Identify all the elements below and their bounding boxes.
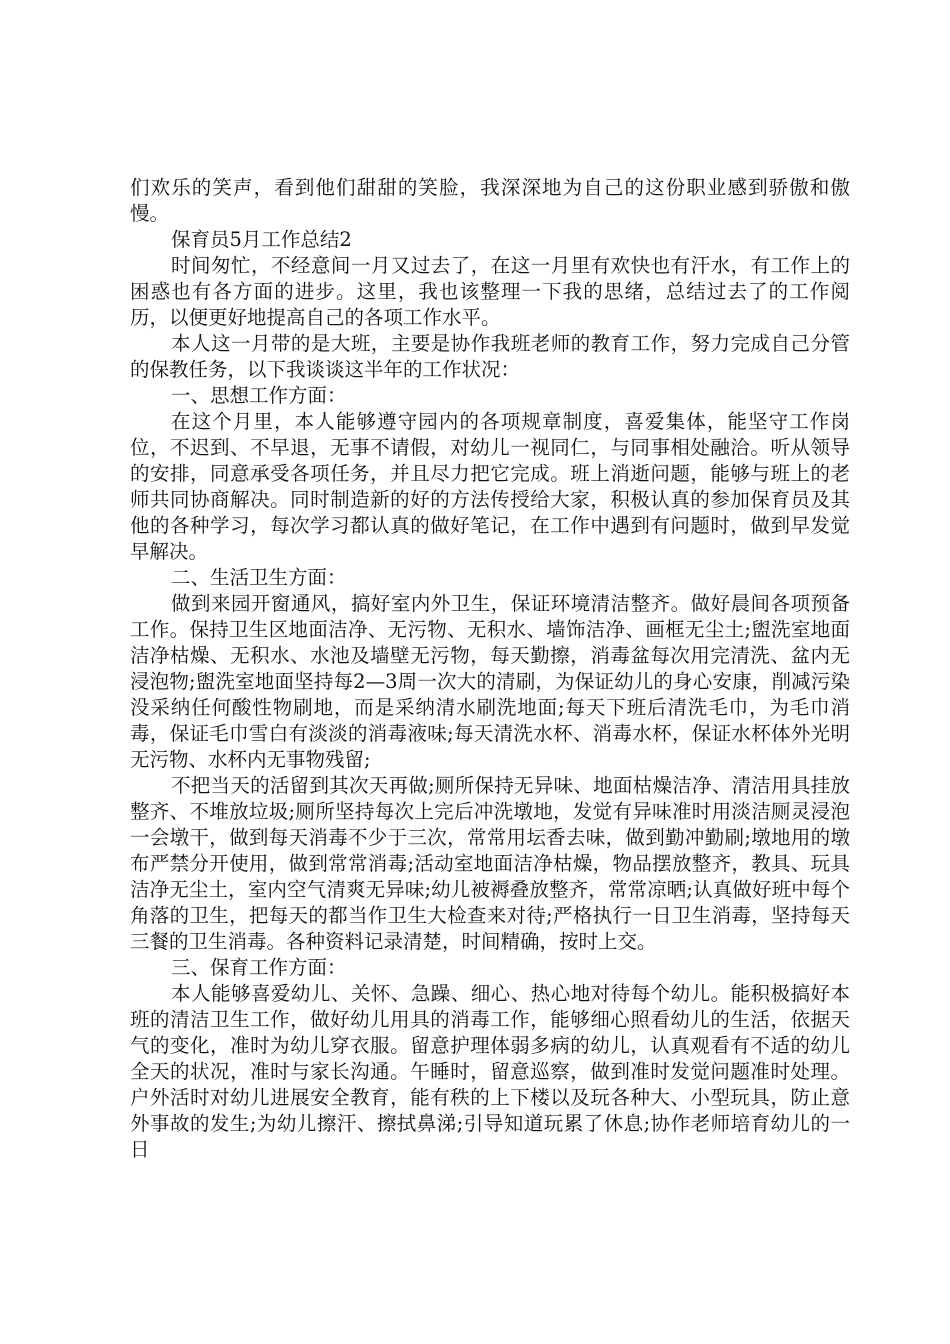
document-body: [130, 175, 850, 1163]
subsection-heading: 三、保育工作方面：: [171, 956, 347, 979]
body-paragraph: 不把当天的活留到其次天再做;厕所保持无异味、地面枯燥洁净、清洁用具挂放整齐、不堆放垃圾;厕所坚持每次上完后冲洗墩地，发觉有异味准时用淡洁厕灵浸泡一会墩干，做到每天消毒不少于三次，常常用坛香去味，做到勤冲勤刷;墩地用的墩布严禁分开使用，做到常常消毒;活动室地面洁净枯燥，物品摆放整齐，教具、玩具洁净无尘土，室内空气清爽无异味;幼儿被褥叠放整齐，常常凉晒;认真做好班中每个角落的卫生，把每天的都当作卫生大检查来对待;严格执行一日卫生消毒，坚持每天三餐的卫生消毒。各种资料记录清楚，时间精确，按时上交。: [130, 774, 850, 953]
body-paragraph: 做到来园开窗通风，搞好室内外卫生，保证环境清洁整齐。做好晨间各项预备工作。保持卫生区地面洁净、无污物、无积水、墙饰洁净、画框无尘土;盥洗室地面洁净枯燥、无积水、水池及墙壁无污物，每天勤擦，消毒盆每次用完清洗、盆内无浸泡物;盥洗室地面坚持每2—3周一次大的清刷，为保证幼儿的身心安康，削减污染没采纳任何酸性物刷地，而是采纳清水刷洗地面;每天下班后清洗毛巾，为毛巾消毒，保证毛巾雪白有淡淡的消毒液味;每天清洗水杯、消毒水杯，保证水杯体外光明无污物、水杯内无事物残留;: [130, 592, 850, 771]
section-title: 保育员5月工作总结2: [171, 228, 352, 251]
body-paragraph: 在这个月里，本人能够遵守园内的各项规章制度，喜爱集体，能坚守工作岗位，不迟到、不早退，无事不请假，对幼儿一视同仁，与同事相处融洽。听从领导的安排，同意承受各项任务，并且尽力把它完成。班上消逝问题，能够与班上的老师共同协商解决。同时制造新的好的方法传授给大家，积极认真的参加保育员及其他的各种学习，每次学习都认真的做好笔记，在工作中遇到有问题时，做到早发觉早解决。: [130, 410, 850, 563]
continuation-paragraph: 们欢乐的笑声，看到他们甜甜的笑脸，我深深地为自己的这份职业感到骄傲和傲慢。: [130, 176, 850, 225]
subsection-heading: 一、思想工作方面：: [171, 384, 347, 407]
subsection-heading: 二、生活卫生方面：: [171, 566, 347, 589]
body-paragraph: 本人能够喜爱幼儿、关怀、急躁、细心、热心地对待每个幼儿。能积极搞好本班的清洁卫生工作，做好幼儿用具的消毒工作，能够细心照看幼儿的生活，依据天气的变化，准时为幼儿穿衣服。留意护理体弱多病的幼儿，认真观看有不适的幼儿全天的状况，准时与家长沟通。午睡时，留意巡察，做到准时发觉问题准时处理。户外活时对幼儿进展安全教育，能有秩的上下楼以及玩各种大、小型玩具，防止意外事故的发生;为幼儿擦汗、擦拭鼻涕;引导知道玩累了休息;协作老师培育幼儿的一日: [130, 982, 850, 1161]
body-paragraph: 时间匆忙，不经意间一月又过去了，在这一月里有欢快也有汗水，有工作上的困惑也有各方面的进步。这里，我也该整理一下我的思绪，总结过去了的工作阅历，以便更好地提高自己的各项工作水平。: [130, 254, 850, 329]
body-paragraph: 本人这一月带的是大班，主要是协作我班老师的教育工作，努力完成自己分管的保教任务，以下我谈谈这半年的工作状况：: [130, 332, 850, 381]
